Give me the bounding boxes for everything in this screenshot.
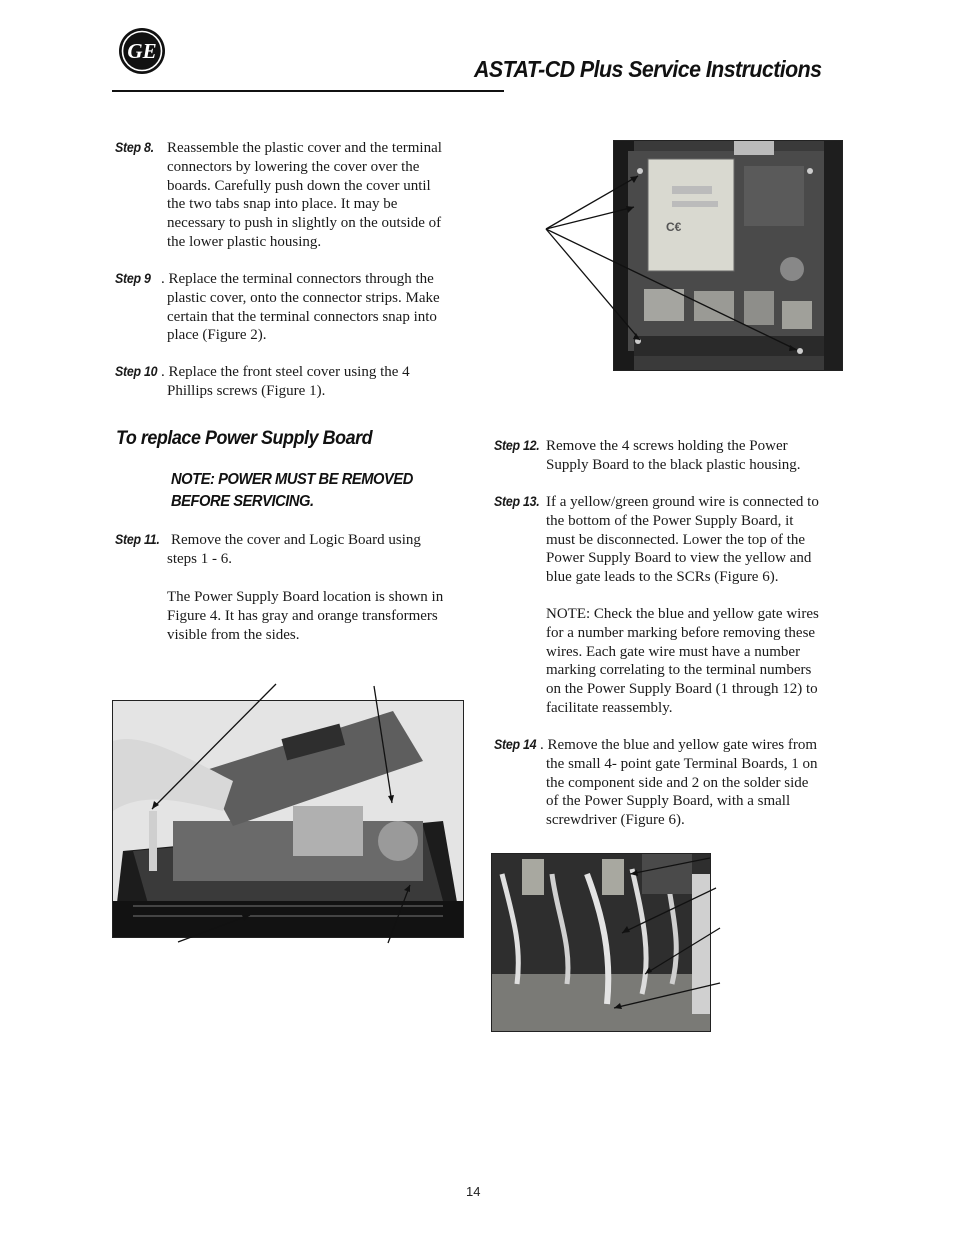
step-13-note: NOTE: Check the blue and yellow gate wires for a number marking before removing these wires. Each gate wire must have a number marking correlating to the terminal numbers on the Power Supply Board (1 through 12) to facilitate reassembly. <box>546 606 819 716</box>
svg-text:C€: C€ <box>666 220 682 234</box>
logo-text: GE <box>127 39 157 63</box>
step-label: Step 14 <box>494 737 537 752</box>
step-label: Step 10 <box>115 364 158 379</box>
step-label: Step 13. <box>494 494 540 509</box>
power-supply-board-photo <box>613 140 843 371</box>
step-text: If a yellow/green ground wire is connected to the bottom of the Power Supply Board, it must be disconnected. Lower the top of the Power Supply Board to view the yellow and blue gate leads to the SCRs (Figure 6). <box>546 494 819 586</box>
power-warning-note: NOTE: POWER MUST BE REMOVED BEFORE SERVICING. <box>171 471 413 510</box>
step-text: . Replace the terminal connectors through the plastic cover, onto the connector strips. Make certain that the terminal connectors snap into place (Figure 2). <box>161 271 440 344</box>
board-removal-photo <box>112 700 464 938</box>
step-text: . Replace the front steel cover using the 4 Phillips screws (Figure 1). <box>161 364 410 399</box>
step-text: Reassemble the plastic cover and the terminal connectors by lowering the cover over the boards. Carefully push down the cover until the two tabs snap into place. It may be necessary to push in slightly on the outside of the lower plastic housing. <box>167 140 442 250</box>
section-heading: To replace Power Supply Board <box>116 427 373 449</box>
step-text: . Remove the blue and yellow gate wires from the small 4- point gate Terminal Boards, 1 on the component side and 2 on the solder side of the Power Supply Board, with a small screwdriver (Figure 6). <box>540 737 818 829</box>
step-label: Step 11. <box>115 532 160 547</box>
page-number: 14 <box>466 1184 481 1199</box>
step-label: Step 12. <box>494 438 540 453</box>
gate-wires-photo <box>491 853 711 1032</box>
header-rule <box>112 90 504 92</box>
step-label: Step 9 <box>115 271 151 286</box>
step-11-paragraph: The Power Supply Board location is shown in Figure 4. It has gray and orange transformers visible from the sides. <box>167 589 444 643</box>
step-text: Remove the 4 screws holding the Power Supply Board to the black plastic housing. <box>546 438 801 473</box>
ge-logo <box>118 27 166 75</box>
step-label: Step 8. <box>115 140 154 155</box>
step-text: Remove the cover and Logic Board using steps 1 - 6. <box>167 532 421 567</box>
document-title: ASTAT-CD Plus Service Instructions <box>474 56 822 82</box>
